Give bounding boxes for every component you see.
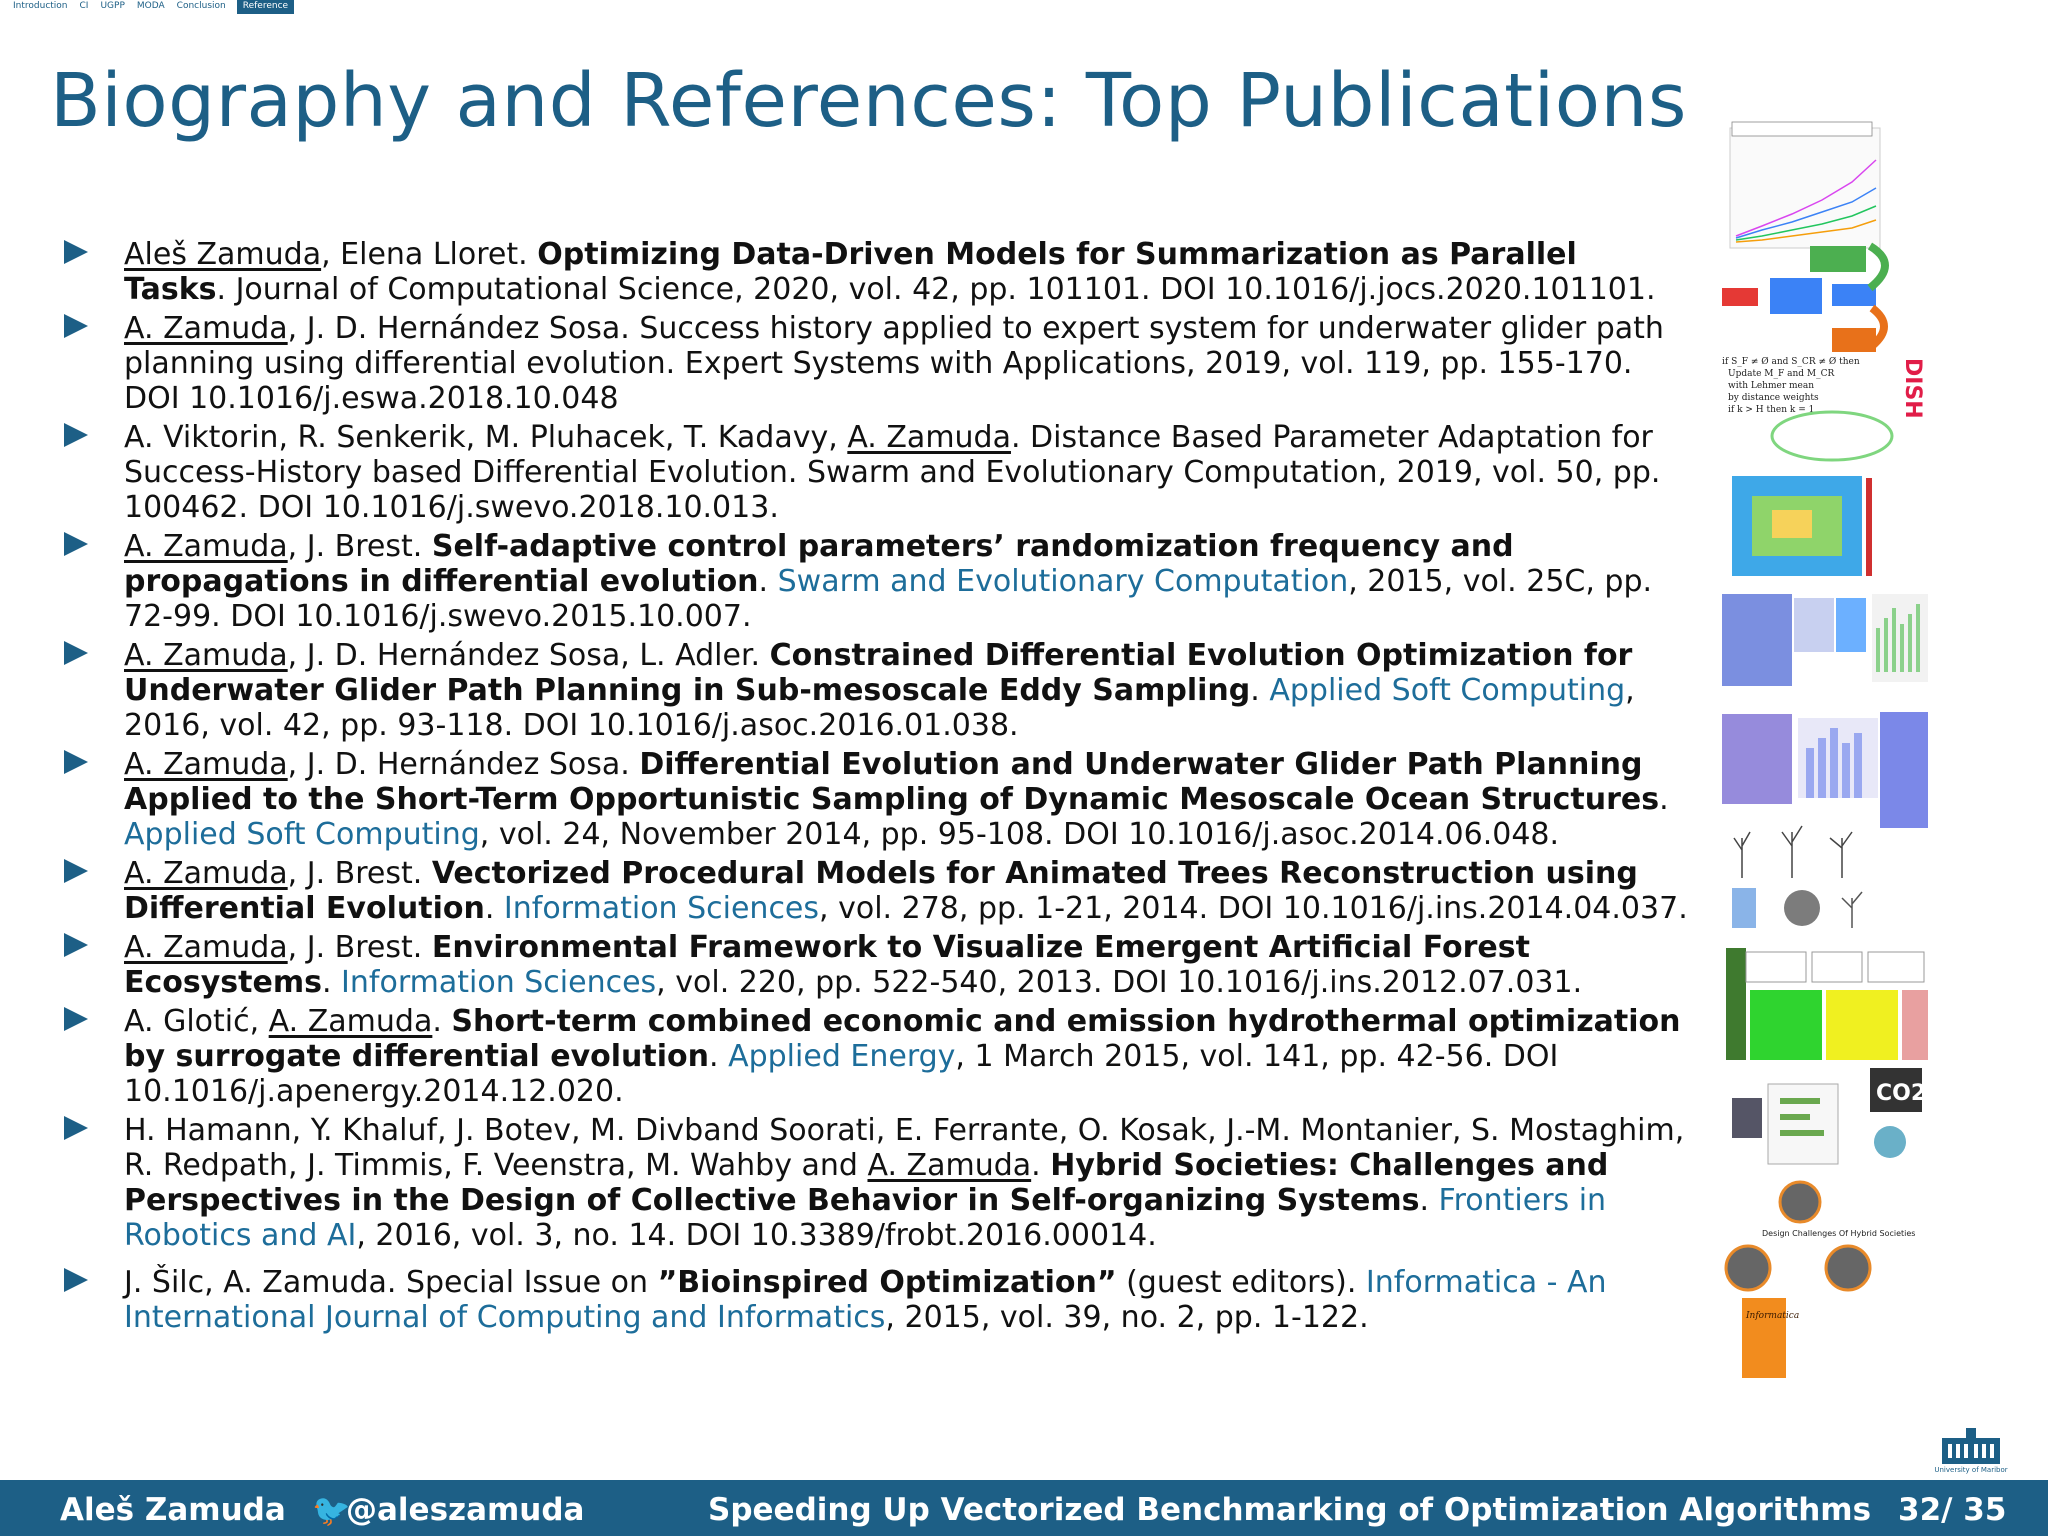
reference-text: , vol. 278, pp. 1-21, 2014. DOI 10.1016/j.ins.2014.04.037. — [819, 891, 1688, 926]
reference-item — [64, 1113, 1689, 1253]
reference-item — [64, 930, 1689, 1000]
nav-item-ci[interactable]: CI — [79, 1, 89, 11]
reference-text: , J. D. Hernández Sosa. — [287, 747, 640, 782]
reference-text: . — [1419, 1183, 1439, 1218]
svg-text:by distance weights: by distance weights — [1728, 393, 1819, 403]
bullet-arrow-icon — [64, 1007, 88, 1031]
reference-text: , J. D. Hernández Sosa, L. Adler. — [287, 638, 770, 673]
reference-text: (guest editors). — [1116, 1265, 1366, 1300]
reference-text: , J. D. Hernández Sosa. Success history applied to expert system for underwater glider path planning using differential evolution. Expert Systems with Applications, 2019, vol. 119, pp. 155-170. DOI 10.1016/j.eswa.2018.10.048 — [124, 311, 1664, 416]
twitter-icon: 🐦 — [312, 1493, 351, 1529]
reference-text: , vol. 220, pp. 522-540, 2013. DOI 10.1016/j.ins.2012.07.031. — [656, 965, 1583, 1000]
journal-link[interactable]: Applied Soft Computing — [124, 817, 480, 852]
reference-title: Hybrid Societies: Challenges and Perspectives in the Design of Collective Behavior in Self-organizing Systems — [124, 1148, 1609, 1218]
svg-text:if k > H then k = 1: if k > H then k = 1 — [1728, 405, 1815, 415]
reference-title: Differential Evolution and Underwater Glider Path Planning Applied to the Short-Term Opportunistic Sampling of Dynamic Mesoscale Ocean Structures — [124, 747, 1660, 817]
reference-text: , 2015, vol. 25C, pp. 72-99. DOI 10.1016/j.swevo.2015.10.007. — [124, 564, 1653, 634]
svg-text:if S_F ≠ Ø and S_CR ≠ Ø then: if S_F ≠ Ø and S_CR ≠ Ø then — [1722, 357, 1860, 367]
reference-text: . — [432, 1004, 452, 1039]
reference-text: H. Hamann, Y. Khaluf, J. Botev, M. Divband Soorati, E. Ferrante, O. Kosak, J.-M. Montanier, S. Mostaghim, R. Redpath, J. Timmis, F. Veenstra, M. Wahby and — [124, 1113, 1685, 1183]
reference-text: , J. Brest. — [287, 856, 432, 891]
logo-caption: University of Maribor — [1934, 1466, 2008, 1474]
nav-item-reference[interactable]: Reference — [237, 0, 294, 14]
bullet-arrow-icon — [64, 532, 88, 556]
bullet-arrow-icon — [64, 641, 88, 665]
journal-link[interactable]: Frontiers in Robotics and AI — [124, 1183, 1607, 1253]
nav-item-moda[interactable]: MODA — [136, 1, 165, 11]
reference-text: . — [321, 965, 342, 1000]
nav-item-conclusion[interactable]: Conclusion — [176, 1, 226, 11]
author-highlight: A. Zamuda — [847, 420, 1011, 455]
footer-talk-title: Speeding Up Vectorized Benchmarking of Optimization Algorithms — [708, 1492, 1872, 1528]
reference-item — [64, 1004, 1689, 1109]
reference-text: . Journal of Computational Science, 2020, vol. 42, pp. 101101. DOI 10.1016/j.jocs.2020.101101. — [216, 272, 1656, 307]
reference-text: . — [1031, 1148, 1051, 1183]
author-highlight: Aleš Zamuda — [124, 237, 322, 272]
reference-title: Constrained Differential Evolution Optimization for Underwater Glider Path Planning in Sub-mesoscale Eddy Sampling — [124, 638, 1633, 708]
reference-item — [64, 638, 1689, 743]
author-highlight: A. Zamuda — [124, 529, 288, 564]
reference-text: . — [484, 891, 504, 926]
reference-text: . — [1659, 782, 1669, 817]
reference-title: Environmental Framework to Visualize Emergent Artificial Forest Ecosystems — [124, 930, 1530, 1000]
reference-title: Vectorized Procedural Models for Animated Trees Reconstruction using Differential Evolution — [124, 856, 1638, 926]
reference-item — [64, 529, 1689, 634]
bullet-arrow-icon — [64, 240, 88, 264]
footer-author: Aleš Zamuda — [60, 1492, 286, 1528]
nav-item-introduction[interactable]: Introduction — [13, 1, 68, 11]
reference-text: , vol. 24, November 2014, pp. 95-108. DOI 10.1016/j.asoc.2014.06.048. — [479, 817, 1560, 852]
hybrid-label: Design Challenges Of Hybrid Societies — [1762, 1229, 1916, 1238]
reference-title: ”Bioinspired Optimization” — [657, 1265, 1117, 1300]
journal-link[interactable]: Applied Energy — [728, 1039, 956, 1074]
dish-label: DISH — [1900, 358, 1925, 419]
reference-text: A. Viktorin, R. Senkerik, M. Pluhacek, T. Kadavy, — [124, 420, 848, 455]
reference-item — [64, 1265, 1689, 1335]
reference-text: , 2015, vol. 39, no. 2, pp. 1-122. — [885, 1300, 1369, 1335]
reference-text: . — [709, 1039, 729, 1074]
bullet-arrow-icon — [64, 750, 88, 774]
footer-bar — [0, 1480, 2048, 1536]
svg-text:with Lehmer mean: with Lehmer mean — [1728, 381, 1815, 391]
bullet-arrow-icon — [64, 1268, 88, 1292]
bullet-arrow-icon — [64, 933, 88, 957]
reference-title: Short-term combined economic and emission hydrothermal optimization by surrogate differential evolution — [124, 1004, 1681, 1074]
author-highlight: A. Zamuda — [124, 856, 288, 891]
reference-text: , 1 March 2015, vol. 141, pp. 42-56. DOI 10.1016/j.apenergy.2014.12.020. — [124, 1039, 1559, 1109]
author-highlight: A. Zamuda — [867, 1148, 1032, 1183]
reference-text: . — [758, 564, 778, 599]
journal-link[interactable]: Informatica - An International Journal of Computing and Informatics — [124, 1265, 1607, 1335]
journal-link[interactable]: Applied Soft Computing — [1269, 673, 1626, 708]
svg-text:Update M_F and M_CR: Update M_F and M_CR — [1728, 369, 1835, 379]
reference-text: J. Šilc, A. Zamuda. Special Issue on — [124, 1265, 658, 1300]
reference-item — [64, 856, 1689, 926]
reference-text: , Elena Lloret. — [321, 237, 538, 272]
author-highlight: A. Zamuda — [124, 638, 288, 673]
reference-text: A. Glotić, — [124, 1004, 269, 1039]
bullet-arrow-icon — [64, 314, 88, 338]
reference-item — [64, 747, 1689, 852]
reference-text: , 2016, vol. 42, pp. 93-118. DOI 10.1016/j.asoc.2016.01.038. — [124, 673, 1635, 743]
journal-link[interactable]: Information Sciences — [341, 965, 657, 1000]
reference-title: Self-adaptive control parameters’ randomization frequency and propagations in differential evolution — [124, 529, 1514, 599]
bullet-arrow-icon — [64, 423, 88, 447]
publication-figures — [1722, 118, 1928, 1383]
reference-text: . Distance Based Parameter Adaptation for Success-History based Differential Evolution. Swarm and Evolutionary Computation, 2019, vol. 50, pp. 100462. DOI 10.1016/j.swevo.2018.10.013. — [124, 420, 1661, 525]
author-highlight: A. Zamuda — [124, 930, 288, 965]
journal-link[interactable]: Swarm and Evolutionary Computation — [777, 564, 1349, 599]
author-highlight: A. Zamuda — [124, 311, 288, 346]
nav-item-ugpp[interactable]: UGPP — [100, 1, 125, 11]
bullet-arrow-icon — [64, 1116, 88, 1140]
reference-item — [64, 420, 1689, 525]
section-nav — [12, 0, 294, 14]
reference-list — [64, 237, 1689, 1339]
journal-label: Informatica — [1746, 1311, 1800, 1321]
reference-text: , 2016, vol. 3, no. 14. DOI 10.3389/frobt.2016.00014. — [356, 1218, 1157, 1253]
reference-text: , J. Brest. — [287, 529, 432, 564]
footer-page-number: 32/ 35 — [1898, 1492, 2007, 1528]
author-highlight: A. Zamuda — [124, 747, 288, 782]
reference-text: , J. Brest. — [287, 930, 432, 965]
reference-title: Optimizing Data-Driven Models for Summarization as Parallel Tasks — [124, 237, 1577, 307]
reference-text: . — [1250, 673, 1270, 708]
co2-label: CO2 — [1876, 1081, 1927, 1106]
journal-link[interactable]: Information Sciences — [503, 891, 820, 926]
footer-twitter: @aleszamuda — [346, 1492, 585, 1528]
reference-item — [64, 311, 1689, 416]
slide-title: Biography and References: Top Publications — [50, 58, 1687, 144]
university-logo — [1934, 1424, 2008, 1474]
reference-item — [64, 237, 1689, 307]
figure-collage — [1722, 118, 1928, 1383]
bullet-arrow-icon — [64, 859, 88, 883]
author-highlight: A. Zamuda — [268, 1004, 433, 1039]
